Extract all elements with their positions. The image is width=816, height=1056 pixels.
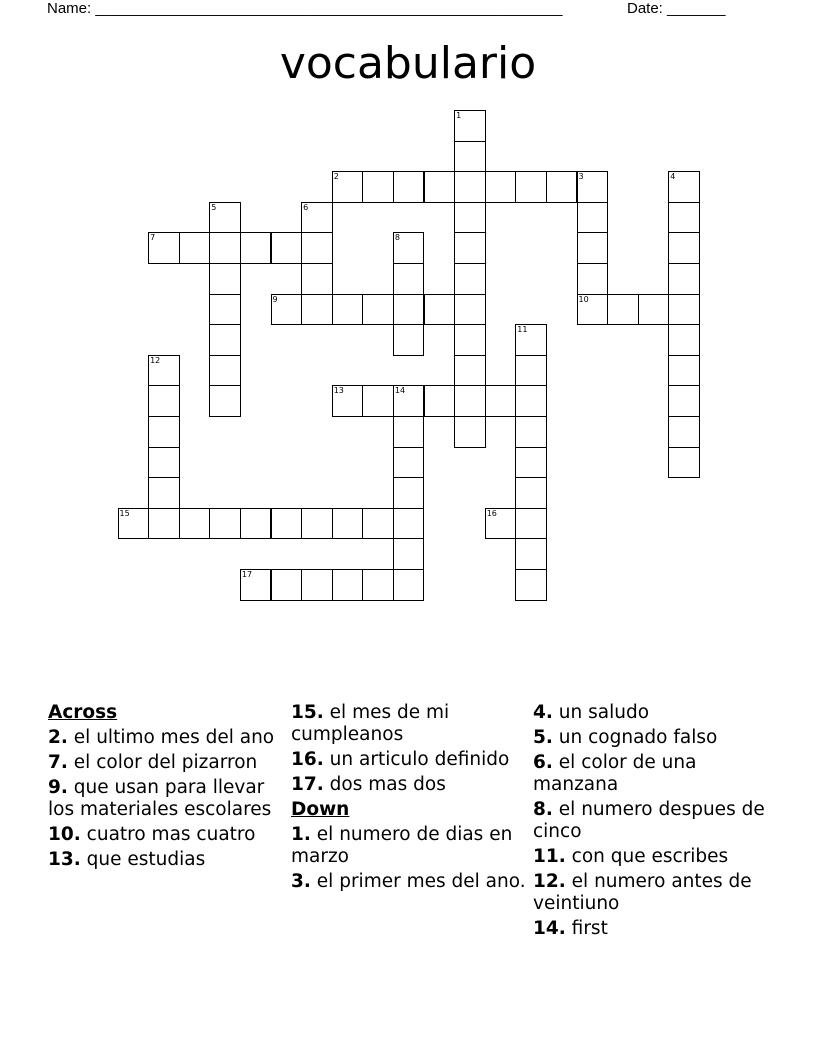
date-field-label: Date: _______ (627, 0, 726, 17)
grid-cell[interactable] (668, 355, 700, 387)
grid-cell[interactable] (485, 385, 517, 417)
clue-column-2 (291, 702, 526, 896)
grid-cell[interactable] (668, 447, 700, 479)
clue-number-label: 12 (150, 355, 161, 365)
clue-number: 15. (291, 702, 324, 723)
grid-cell[interactable] (362, 294, 394, 326)
clue-number-label: 4 (670, 172, 676, 182)
clue-number-label: 16 (486, 508, 497, 518)
grid-cell[interactable] (485, 508, 517, 540)
grid-cell[interactable] (454, 355, 486, 387)
grid-cell[interactable] (393, 294, 425, 326)
grid-cell[interactable] (240, 569, 272, 601)
clue-text: el color de una manzana (533, 752, 697, 795)
grid-cell[interactable] (515, 477, 547, 509)
grid-cell[interactable] (209, 355, 241, 387)
grid-cell[interactable] (515, 447, 547, 479)
clue-item (533, 727, 768, 749)
clue-text: un saludo (558, 702, 650, 723)
grid-cell[interactable] (118, 508, 150, 540)
grid-cell[interactable] (668, 232, 700, 264)
grid-cell[interactable] (362, 508, 394, 540)
grid-cell[interactable] (393, 477, 425, 509)
grid-cell[interactable] (271, 508, 303, 540)
grid-cell[interactable] (668, 202, 700, 234)
clue-text: el ultimo mes del ano (73, 727, 275, 748)
grid-cell[interactable] (209, 324, 241, 356)
clue-number-label: 7 (150, 233, 156, 243)
clue-item (48, 752, 283, 774)
clue-item (533, 918, 768, 940)
grid-cell[interactable] (332, 385, 364, 417)
grid-cell[interactable] (271, 294, 303, 326)
grid-cell[interactable] (393, 171, 425, 203)
clue-item (533, 871, 768, 915)
clue-item (533, 846, 768, 868)
clue-item (48, 824, 283, 846)
clue-number: 14. (533, 918, 566, 939)
clue-text: un cognado falso (558, 727, 718, 748)
clue-item (533, 799, 768, 843)
grid-cell[interactable] (209, 263, 241, 295)
grid-cell[interactable] (209, 232, 241, 264)
clue-number: 8. (533, 799, 553, 820)
clue-text: cuatro mas cuatro (86, 824, 256, 845)
grid-cell[interactable] (668, 263, 700, 295)
grid-cell[interactable] (515, 538, 547, 570)
grid-cell[interactable] (362, 171, 394, 203)
clue-text: el primer mes del ano. (316, 871, 526, 892)
grid-cell[interactable] (515, 508, 547, 540)
grid-cell[interactable] (393, 447, 425, 479)
clue-number: 4. (533, 702, 553, 723)
clue-number: 13. (48, 849, 81, 870)
grid-cell[interactable] (515, 385, 547, 417)
grid-cell[interactable] (240, 508, 272, 540)
clue-number-label: 5 (211, 202, 217, 212)
grid-cell[interactable] (209, 385, 241, 417)
clue-item (291, 824, 526, 868)
grid-cell[interactable] (424, 385, 456, 417)
grid-cell[interactable] (301, 294, 333, 326)
grid-cell[interactable] (638, 294, 670, 326)
clue-text: que usan para llevar los materiales escolares (48, 777, 272, 820)
clue-number-label: 9 (272, 294, 278, 304)
clue-number-label: 1 (456, 111, 462, 120)
clue-item (533, 702, 768, 724)
grid-cell[interactable] (301, 508, 333, 540)
grid-cell[interactable] (454, 416, 486, 448)
clue-number-label: 6 (303, 202, 309, 212)
clue-text: el numero de dias en marzo (291, 824, 513, 867)
clue-section-heading: Down (291, 799, 350, 820)
clue-number-label: 3 (578, 172, 584, 182)
clue-number: 12. (533, 871, 566, 892)
grid-cell[interactable] (454, 171, 486, 203)
grid-cell[interactable] (148, 447, 180, 479)
clue-column-1 (48, 702, 283, 874)
clue-item (48, 849, 283, 871)
grid-cell[interactable] (271, 569, 303, 601)
grid-cell[interactable] (668, 385, 700, 417)
grid-cell[interactable] (332, 569, 364, 601)
clue-item (291, 871, 526, 893)
clue-text: el mes de mi cumpleanos (291, 702, 450, 745)
clue-text: el color del pizarron (73, 752, 258, 773)
clue-number: 3. (291, 871, 311, 892)
grid-cell[interactable] (424, 294, 456, 326)
grid-cell[interactable] (209, 508, 241, 540)
grid-cell[interactable] (393, 385, 425, 417)
grid-cell[interactable] (332, 508, 364, 540)
grid-cell[interactable] (454, 385, 486, 417)
grid-cell[interactable] (485, 171, 517, 203)
clue-item (48, 727, 283, 749)
grid-cell[interactable] (179, 232, 211, 264)
grid-cell[interactable] (209, 294, 241, 326)
clue-number-label: 14 (394, 386, 406, 396)
clue-item (533, 752, 768, 796)
grid-cell[interactable] (393, 508, 425, 540)
grid-cell[interactable] (668, 171, 700, 203)
grid-cell[interactable] (362, 569, 394, 601)
grid-cell[interactable] (515, 171, 547, 203)
clue-text: dos mas dos (329, 774, 446, 795)
clue-item (48, 777, 283, 821)
clue-text: el numero despues de cinco (533, 799, 765, 842)
grid-cell[interactable] (301, 232, 333, 264)
clue-number: 7. (48, 752, 68, 773)
grid-cell[interactable] (668, 294, 700, 326)
clue-item (291, 702, 526, 746)
grid-cell[interactable] (301, 569, 333, 601)
grid-cell[interactable] (148, 416, 180, 448)
grid-cell[interactable] (393, 232, 425, 264)
grid-cell[interactable] (668, 416, 700, 448)
grid-cell[interactable] (577, 294, 609, 326)
grid-cell[interactable] (393, 569, 425, 601)
grid-cell[interactable] (454, 294, 486, 326)
clue-number-label: 2 (333, 172, 339, 182)
clue-number: 17. (291, 774, 324, 795)
clue-text: un articulo definido (329, 749, 510, 770)
grid-cell[interactable] (148, 508, 180, 540)
clue-section-heading: Across (48, 702, 118, 723)
grid-cell[interactable] (515, 569, 547, 601)
grid-cell[interactable] (362, 385, 394, 417)
clue-number: 1. (291, 824, 311, 845)
clue-number: 10. (48, 824, 81, 845)
clue-number: 2. (48, 727, 68, 748)
clue-number-label: 10 (578, 294, 589, 304)
grid-cell[interactable] (515, 355, 547, 387)
clue-text: que estudias (86, 849, 206, 870)
grid-cell[interactable] (148, 385, 180, 417)
grid-cell[interactable] (271, 232, 303, 264)
grid-cell[interactable] (454, 324, 486, 356)
grid-cell[interactable] (454, 110, 486, 142)
clue-text: first (571, 918, 608, 939)
grid-cell[interactable] (668, 324, 700, 356)
grid-cell[interactable] (393, 263, 425, 295)
grid-cell[interactable] (424, 171, 456, 203)
clue-column-3 (533, 702, 768, 943)
clue-item (291, 774, 526, 796)
grid-cell[interactable] (301, 202, 333, 234)
clue-number-label: 11 (517, 325, 528, 335)
clue-number-label: 15 (119, 508, 130, 518)
clue-number-label: 17 (241, 570, 253, 579)
grid-cell[interactable] (209, 202, 241, 234)
grid-cell[interactable] (240, 232, 272, 264)
clue-item (291, 749, 526, 771)
clue-number: 9. (48, 777, 68, 798)
grid-cell[interactable] (301, 263, 333, 295)
clue-text: con que escribes (571, 846, 729, 867)
name-field-label: Name: ________________________________________________________ (47, 0, 563, 17)
clue-number: 11. (533, 846, 566, 867)
grid-cell[interactable] (148, 355, 180, 387)
grid-cell[interactable] (393, 538, 425, 570)
grid-cell[interactable] (515, 324, 547, 356)
grid-cell[interactable] (148, 232, 180, 264)
grid-cell[interactable] (546, 171, 578, 203)
grid-cell[interactable] (515, 416, 547, 448)
grid-cell[interactable] (577, 202, 609, 234)
grid-cell[interactable] (577, 263, 609, 295)
grid-cell[interactable] (454, 141, 486, 173)
grid-cell[interactable] (454, 232, 486, 264)
clue-number: 6. (533, 752, 553, 773)
clue-text: el numero antes de veintiuno (533, 871, 752, 914)
grid-cell[interactable] (393, 324, 425, 356)
grid-cell[interactable] (332, 294, 364, 326)
grid-cell[interactable] (577, 171, 609, 203)
page-title: vocabulario (279, 38, 537, 89)
grid-cell[interactable] (577, 232, 609, 264)
grid-cell[interactable] (607, 294, 639, 326)
clue-number-label: 13 (333, 386, 344, 396)
grid-cell[interactable] (148, 477, 180, 509)
grid-cell[interactable] (393, 416, 425, 448)
grid-cell[interactable] (454, 263, 486, 295)
clue-number: 16. (291, 749, 324, 770)
clue-number: 5. (533, 727, 553, 748)
grid-cell[interactable] (332, 171, 364, 203)
grid-cell[interactable] (454, 202, 486, 234)
grid-cell[interactable] (179, 508, 211, 540)
clue-number-label: 8 (394, 233, 400, 243)
